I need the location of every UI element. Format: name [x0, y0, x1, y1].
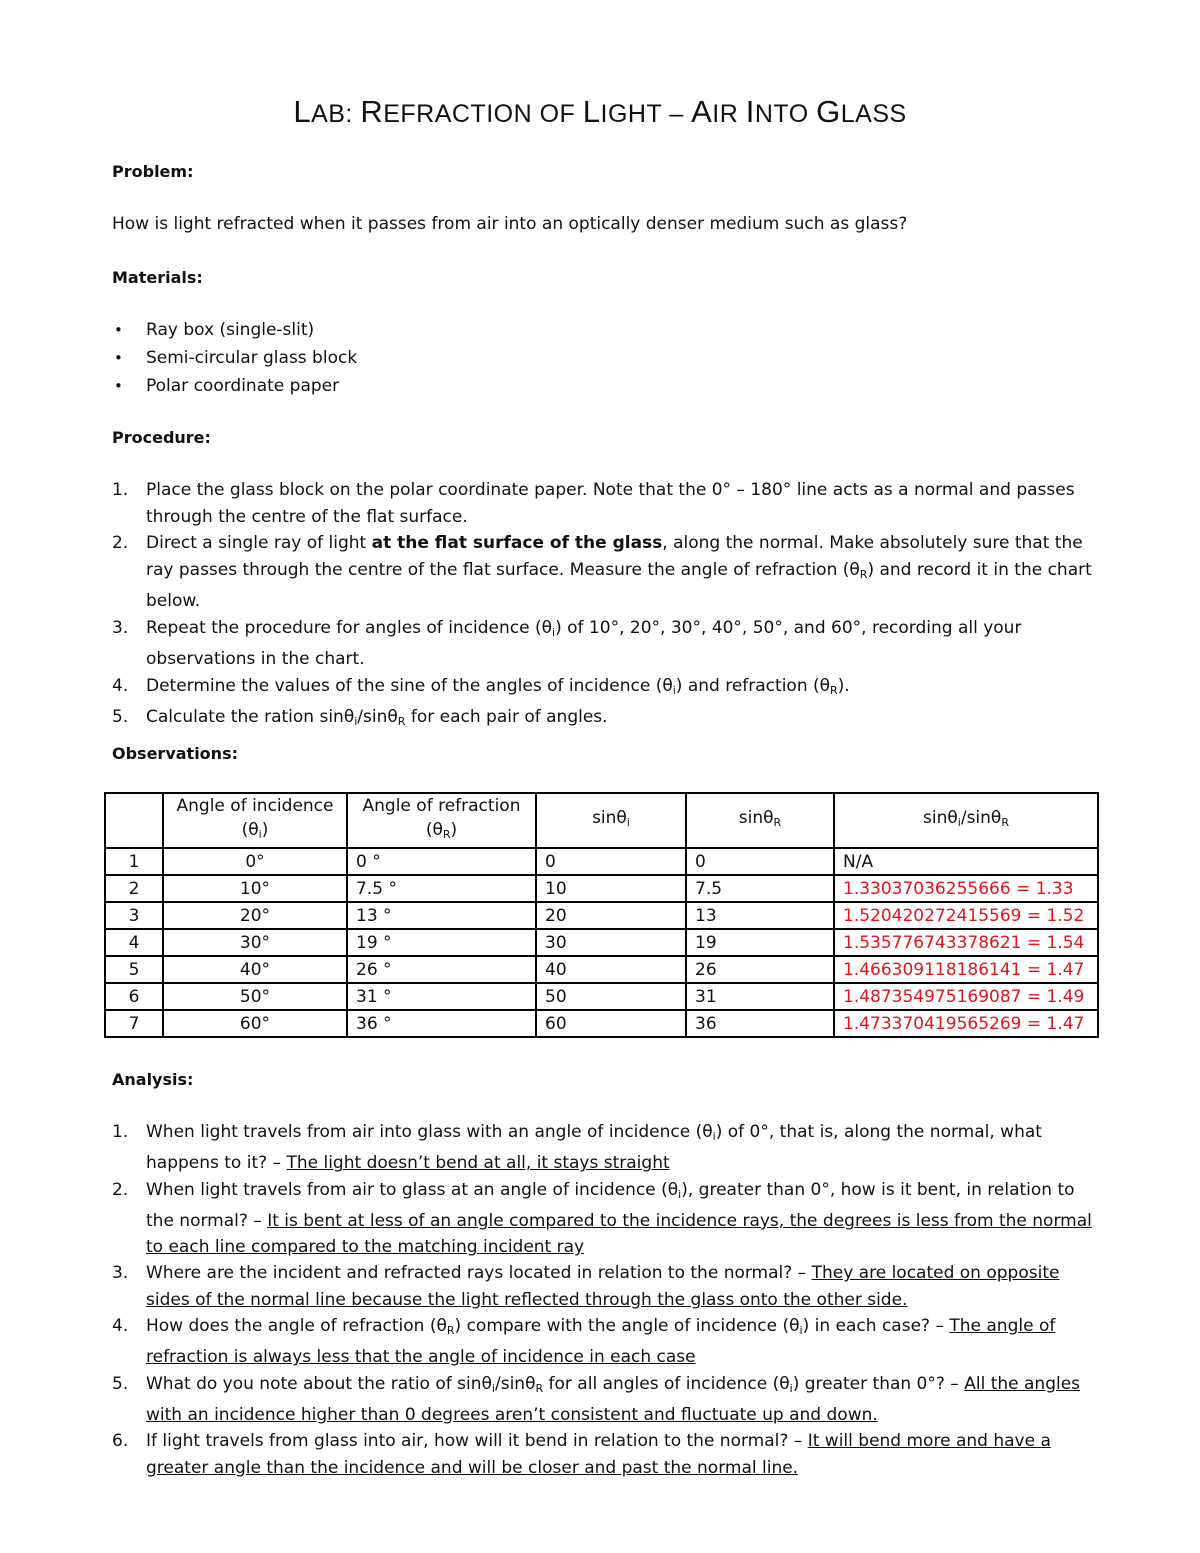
- table-row: 7 60° 36 ° 60 36 1.473370419565269 = 1.47: [105, 1010, 1098, 1037]
- procedure-heading: Procedure:: [112, 428, 211, 447]
- list-item: 6. If light travels from glass into air, how will it bend in relation to the normal? – It will bend more and have a greater angle than the incidence and will be closer and past the normal line.: [112, 1431, 1051, 1478]
- list-item: 1. Place the glass block on the polar coordinate paper. Note that the 0° – 180° line acts as a normal and passes through the centre of the flat surface.: [112, 480, 1075, 527]
- analysis-heading: Analysis:: [112, 1070, 194, 1089]
- list-item: 3. Where are the incident and refracted rays located in relation to the normal? – They are located on opposite sides of the normal line because the light reflected through the glass onto the other side.: [112, 1263, 1060, 1310]
- observations-heading: Observations:: [112, 744, 238, 763]
- observations-table: [104, 792, 1099, 1038]
- header-angle-incidence: Angle of incidence $(\theta_i)$: [163, 793, 347, 848]
- header-angle-refraction: Angle of refraction $(\theta_R)$: [347, 793, 536, 848]
- procedure-list: [112, 477, 1092, 736]
- list-item: 4. Determine the values of the sine of the angles of incidence $(\theta_i)$ and refraction $(\theta_R)$.: [112, 675, 850, 697]
- list-item: 4. How does the angle of refraction $(\theta_R)$ compare with the angle of incidence $(\theta_i)$ in each case? – The angle of refraction is always less that the angle of incidence in each case: [112, 1316, 1056, 1368]
- list-item: • Ray box (single-slit): [112, 316, 357, 344]
- list-item: 2. When light travels from air to glass at an angle of incidence $(\theta_i)$, greater than 0°, how is it bent, in relation to the normal? – It is bent at less of an angle compared to the incidence rays, the degrees is less from the normal to each line compared to the matching incident ray: [112, 1179, 1092, 1258]
- table-row: 3 20° 13 ° 20 13 1.520420272415569 = 1.52: [105, 902, 1098, 929]
- materials-list: [112, 316, 357, 400]
- problem-text: How is light refracted when it passes from air into an optically denser medium such as glass?: [112, 214, 908, 234]
- header-index: [105, 793, 163, 848]
- analysis-list: [112, 1119, 1092, 1481]
- list-item: 1. When light travels from air into glass with an angle of incidence $(\theta_i)$ of 0°, that is, along the normal, what happens to it? – The light doesn’t bend at all, it stays straight: [112, 1122, 1042, 1174]
- document-title: LAB: REFRACTION OF LIGHT – AIR INTO GLASS: [293, 94, 907, 129]
- list-item: • Semi-circular glass block: [112, 344, 357, 372]
- table-row: 1 0° 0 ° 0 0 N/A: [105, 848, 1098, 875]
- table-row: 5 40° 26 ° 40 26 1.466309118186141 = 1.47: [105, 956, 1098, 983]
- answer-text: All the angles with an incidence higher than 0 degrees aren’t consistent and fluctuate up and down.: [146, 1373, 1081, 1425]
- table-header-row: [105, 793, 1098, 848]
- table-row: 2 10° 7.5 ° 10 7.5 1.33037036255666 = 1.33: [105, 875, 1098, 902]
- bullet-icon: •: [114, 321, 123, 339]
- answer-text: It is bent at less of an angle compared to the incidence rays, the degrees is less from the normal to each line compared to the matching incident ray: [146, 1210, 1092, 1258]
- header-ratio: sinθ$_i$/sinθ$_R$: [834, 793, 1098, 848]
- answer-text: The angle of refraction is always less that the angle of incidence in each case: [146, 1316, 1056, 1368]
- materials-heading: Materials:: [112, 268, 203, 287]
- header-sin-refraction: sinθ$_R$: [686, 793, 834, 848]
- answer-text: The light doesn’t bend at all, it stays straight: [286, 1153, 670, 1174]
- problem-heading: Problem:: [112, 162, 194, 181]
- table-row: 4 30° 19 ° 30 19 1.535776743378621 = 1.54: [105, 929, 1098, 956]
- header-sin-incidence: sinθ$_i$: [536, 793, 686, 848]
- list-item: • Polar coordinate paper: [112, 372, 357, 400]
- list-item: 5. Calculate the ration sinθ$_i$/sinθ$_R$ for each pair of angles.: [112, 707, 608, 728]
- bullet-icon: •: [114, 377, 123, 395]
- answer-text: They are located on opposite sides of the normal line because the light reflected through the glass onto the other side.: [146, 1263, 1060, 1310]
- list-item: 3. Repeat the procedure for angles of incidence $(\theta_i)$ of 10°, 20°, 30°, 40°, 50°, and 60°, recording all your observations in the chart.: [112, 617, 1022, 669]
- bullet-icon: •: [114, 349, 123, 367]
- list-item: 5. What do you note about the ratio of sinθ$_i$/sinθ$_R$ for all angles of incidence $(\theta_i)$ greater than 0°? – All the angles with an incidence higher than 0 degrees aren’t consistent and fluctuate up and down.: [112, 1373, 1081, 1425]
- answer-text: It will bend more and have a greater angle than the incidence and will be closer and past the normal line.: [146, 1431, 1051, 1478]
- table-row: 6 50° 31 ° 50 31 1.487354975169087 = 1.49: [105, 983, 1098, 1010]
- list-item: 2. Direct a single ray of light at the flat surface of the glass, along the normal. Make absolutely sure that the ray passes through the centre of the flat surface. Measure the angle of refraction $(\theta_R)$ and record it in the chart below.: [112, 533, 1092, 611]
